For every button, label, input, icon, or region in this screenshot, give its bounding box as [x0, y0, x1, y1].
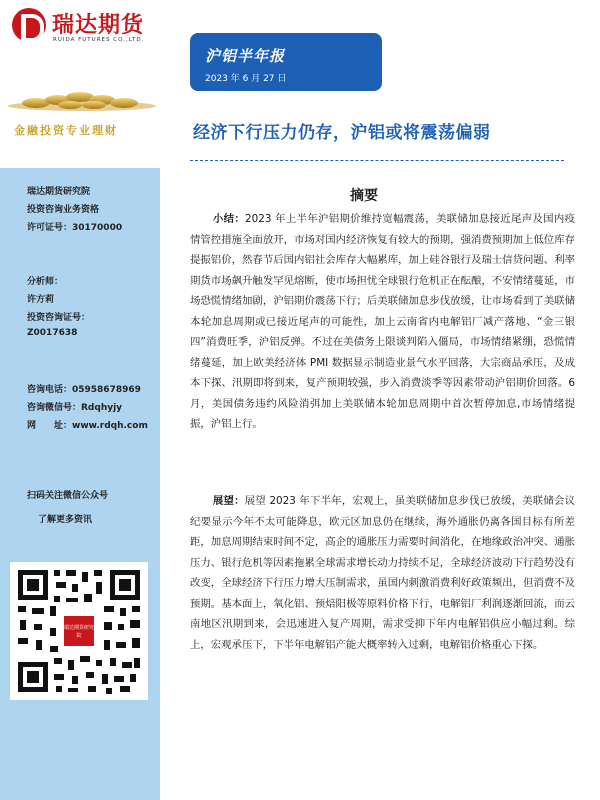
summary-paragraph [190, 209, 575, 435]
title-divider [190, 160, 564, 161]
contact-phone: 咨询电话：05958678969 [27, 385, 141, 395]
scan-prompt: 扫码关注微信公众号 [27, 491, 109, 501]
contact-website[interactable]: 网 址：www.rdqh.com [27, 421, 148, 431]
logo-subtitle: RUIDA FUTURES CO.,LTD. [53, 37, 145, 43]
qualification: 投资咨询业务资格 [27, 205, 100, 215]
summary-text: 2023 年上半年沪铝期价维持宽幅震荡，美联储加息接近尾声及国内疫情管控措施全面放开，市场对国内经济恢复有较大的预期，强消费预期加上低位库存提振铝价，然春节后国内铝社会库存大幅累库，加上硅谷银行及瑞士信贷问题、利率期货市场飙升触发罕见熔断，使市场担忧全球银行危机正在酝酿，不安情绪蔓延，市场恐慌情绪加剧，沪铝期价震荡下行；后美联储加息步伐放缓，让市场看到了美联储本轮加息周期或已接近尾声的可能性，加上云南省内电解铝厂减产落地、“金三银四”消费旺季，沪铝反弹。不过在美债务上限谈判陷入僵局，市场情绪紧绷，恐慌情绪蔓延，加上欧美经济体 PMI 数据显示制造业景气水平回落，大宗商品承压，及成本下探、汛期即将到来，复产预期较强，步入消费淡季等因素带动沪铝期价回落。6 月，美国债务违约风险消弭加上美联储本轮加息周期中首次暂停加息,市场情绪提振，沪铝上行。 [190, 213, 575, 430]
institute-name: 瑞达期货研究院 [27, 187, 91, 197]
report-date: 2023 年 6 月 27 日 [205, 74, 287, 84]
sidebar [0, 168, 160, 800]
company-logo [12, 8, 172, 48]
outlook-label: 展望： [212, 495, 245, 507]
learn-more: 了解更多资讯 [38, 515, 93, 525]
certificate-label: 投资咨询证号： [27, 313, 91, 323]
summary-label: 小结： [212, 213, 246, 225]
slogan: 金融投资专业理财 [14, 124, 118, 137]
report-type: 沪铝半年报 [205, 47, 286, 65]
abstract-heading: 摘要 [350, 188, 378, 204]
outlook-paragraph [190, 491, 575, 655]
logo-name: 瑞达期货 [52, 13, 145, 38]
page-title: 经济下行压力仍存，沪铝或将震荡偏弱 [193, 123, 491, 143]
license-number: 许可证号：30170000 [27, 223, 123, 233]
gold-coins-icon [6, 88, 158, 112]
logo-mark-icon [12, 8, 46, 42]
certificate-number: Z0017638 [27, 328, 78, 338]
wechat-qr-code [10, 562, 148, 700]
qr-center-logo: 瑞达期货研究院 [62, 614, 96, 648]
analyst-label: 分析师： [27, 277, 64, 287]
contact-wechat: 咨询微信号：Rdqhyjy [27, 403, 123, 413]
analyst-name: 许方莉 [27, 295, 55, 305]
outlook-text: 展望 2023 年下半年，宏观上，虽美联储加息步伐已放缓，美联储会议纪要显示今年不太可能降息，欧元区加息仍在继续，海外通胀仍离各国目标有所差距，加息周期结束时间不定，高企的通胀压力需要时间消化，在地缘政治冲突、通胀压力、银行危机等因素拖累全球需求增长动力持续不足，全球经济波动下行趋势没有改变，全球经济下行压力增大压制需求，虽国内刺激消费利好政策频出，但消费不及预期。基本面上，氧化铝、预焙阳极等原料价格下行，电解铝厂利润逐渐回流，而云南地区汛期到来，会迅速进入复产周期，需求受抑下年内电解铝供应小幅过剩。综上，宏观承压下，下半年电解铝产能大概率转入过剩，电解铝价格重心下探。 [190, 495, 576, 651]
